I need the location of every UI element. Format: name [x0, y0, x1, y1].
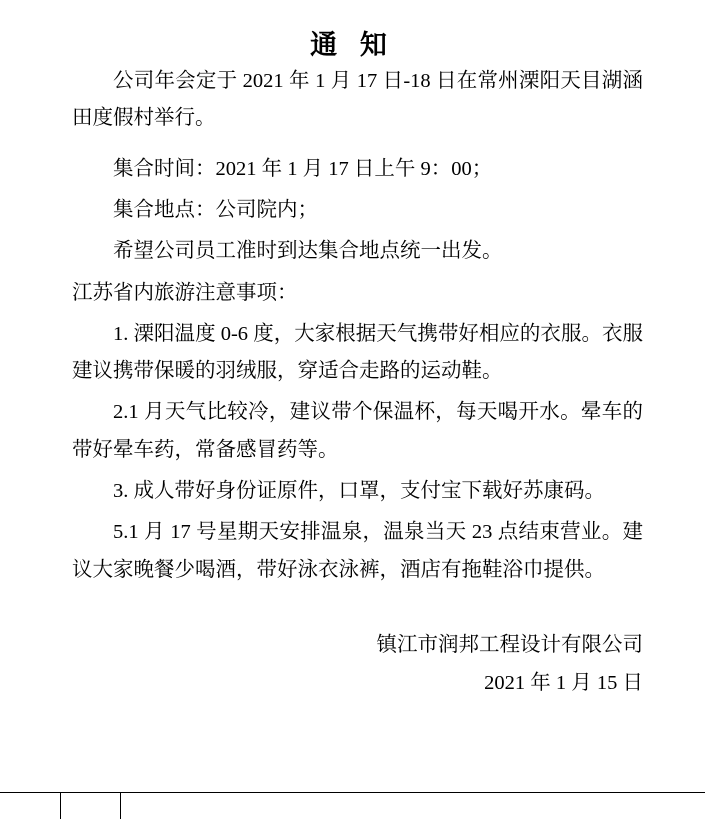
signature-date: 2021 年 1 月 15 日: [484, 671, 643, 694]
footer-tick-left: [60, 793, 61, 819]
paragraph-note-2: 2.1 月天气比较冷，建议带个保温杯，每天喝开水。晕车的带好晕车药，常备感冒药等。: [72, 401, 643, 461]
paragraph-note-1: 1. 溧阳温度 0-6 度，大家根据天气携带好相应的衣服。衣服建议携带保暖的羽绒服，穿适合走路的运动鞋。: [72, 322, 643, 383]
document-page: [0, 28, 705, 819]
document-body: [0, 63, 705, 589]
paragraph-meeting-time: 集合时间：2021 年 1 月 17 日上午 9：00；: [113, 157, 493, 180]
paragraph-note-4: 5.1 月 17 号星期天安排温泉，温泉当天 23 点结束营业。建议大家晚餐少喝酒，带好泳衣泳裤，酒店有拖鞋浴巾提供。: [72, 521, 643, 581]
paragraph-note-3: 3. 成人带好身份证原件，口罩，支付宝下载好苏康码。: [113, 480, 605, 503]
footer-divider: [0, 792, 705, 793]
paragraph-punctuality: 希望公司员工准时到达集合地点统一出发。: [113, 240, 503, 263]
paragraph-notes-heading: 江苏省内旅游注意事项：: [72, 281, 298, 304]
signature-company: 镇江市润邦工程设计有限公司: [376, 633, 643, 656]
page-title: 通 知: [310, 30, 395, 60]
signature-block: [0, 627, 705, 703]
paragraph-meeting-place: 集合地点：公司院内；: [113, 198, 318, 221]
paragraph-announcement: 公司年会定于 2021 年 1 月 17 日-18 日在常州溧阳天目湖涵田度假村举行。: [72, 70, 643, 130]
footer-tick-right: [120, 793, 121, 819]
